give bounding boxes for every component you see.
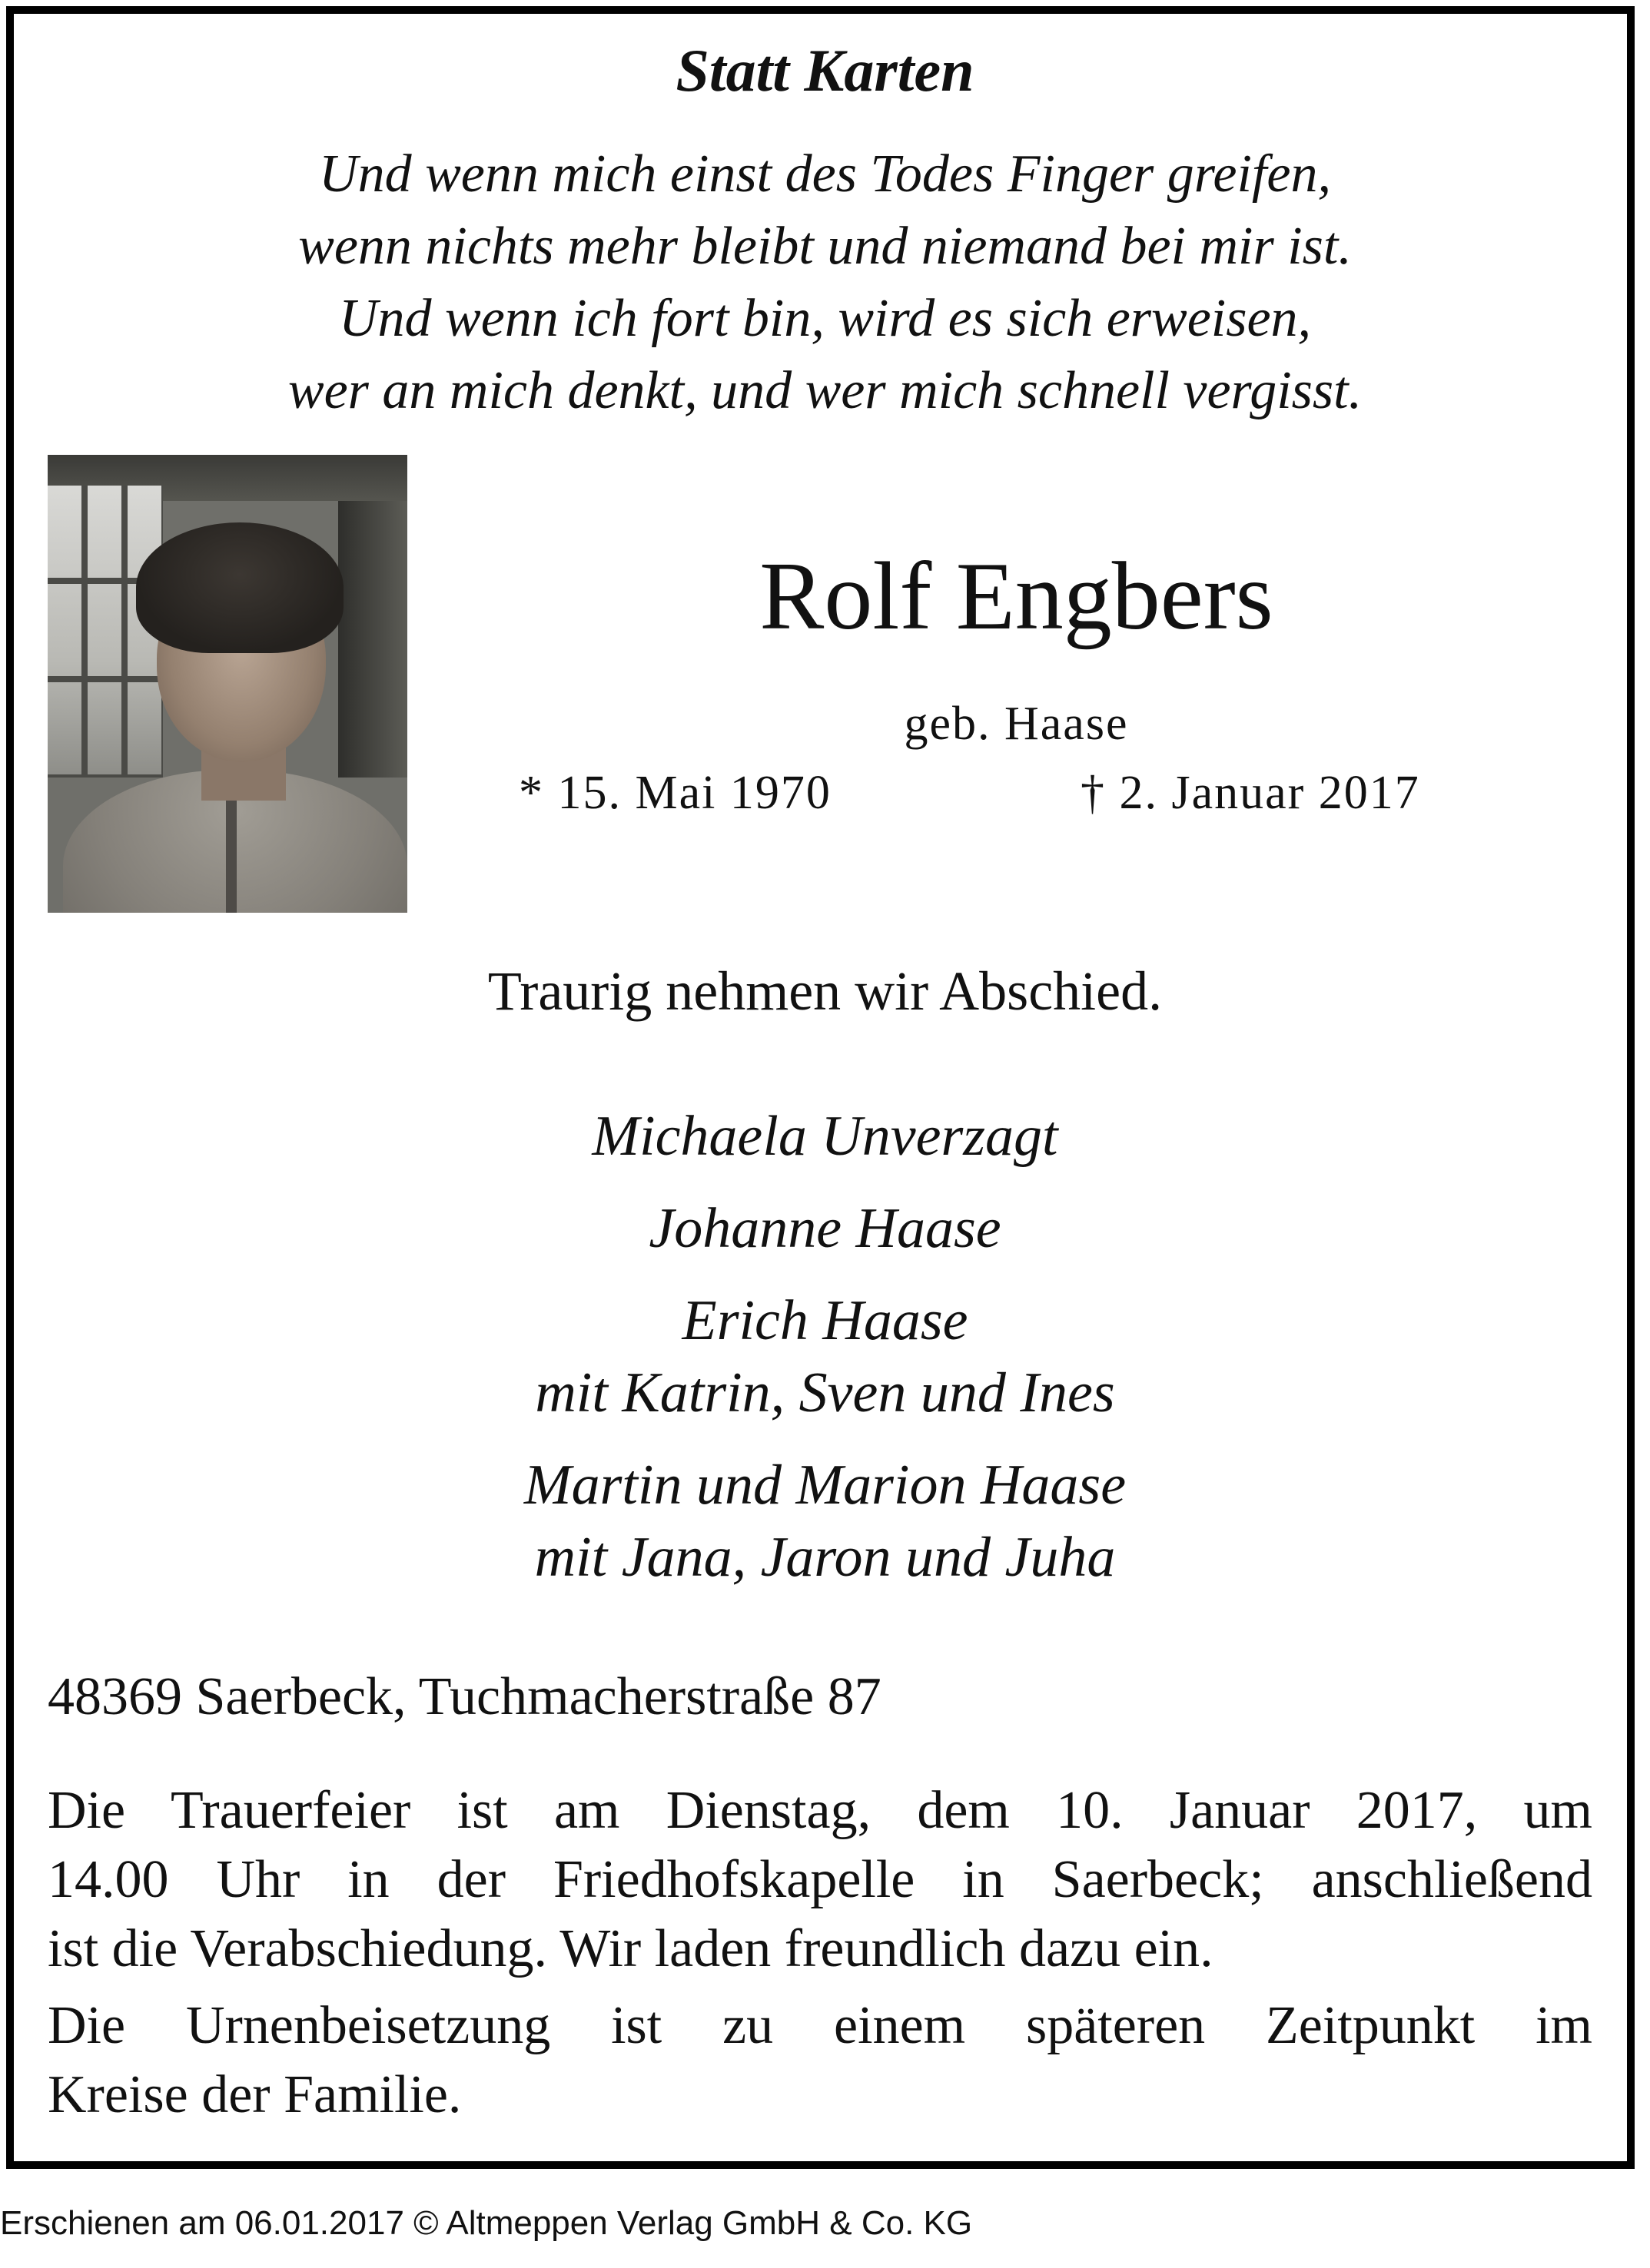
notice-header: Statt Karten [676,37,974,104]
mourner-name: Michaela Unverzagt [592,1105,1058,1168]
mourner-name: Martin und Marion Haase [523,1454,1127,1517]
farewell-text: Traurig nehmen wir Abschied. [487,960,1163,1022]
burial-line: Kreise der Familie. [48,2065,462,2124]
service-line: 14.00 Uhr in der Friedhofskapelle in Saerbeck; anschließend [48,1850,1592,1909]
family-address: 48369 Saerbeck, Tuchmacherstraße 87 [48,1667,881,1726]
mourner-family: mit Jana, Jaron und Juha [534,1526,1116,1589]
burial-line: Die Urnenbeisetzung ist zu einem späteren Zeitpunkt im [48,1996,1592,2055]
service-paragraph [48,1776,1592,1984]
service-line: ist die Verabschiedung. Wir laden freundlich dazu ein. [48,1919,1213,1978]
mourner-name: Erich Haase [682,1289,968,1352]
service-line: Die Trauerfeier ist am Dienstag, dem 10. Januar 2017, um [48,1781,1592,1840]
poem-line: wer an mich denkt, und wer mich schnell vergisst. [287,361,1363,420]
poem-line: Und wenn ich fort bin, wird es sich erweisen, [338,289,1312,348]
birth-name: geb. Haase [904,698,1129,750]
portrait-photo [48,455,407,913]
poem-line: Und wenn mich einst des Todes Finger greifen, [319,144,1331,204]
birth-date: * 15. Mai 1970 [519,767,832,819]
poem-line: wenn nichts mehr bleibt und niemand bei mir ist. [298,217,1352,276]
poem [0,138,1650,427]
deceased-name: Rolf Engbers [759,543,1273,650]
burial-paragraph [48,1991,1592,2130]
mourner-name: Johanne Haase [649,1197,1001,1260]
mourner-family: mit Katrin, Sven und Ines [535,1361,1115,1424]
publication-footer: Erschienen am 06.01.2017 © Altmeppen Verlag GmbH & Co. KG [0,2204,973,2242]
death-date: † 2. Januar 2017 [1081,767,1420,819]
